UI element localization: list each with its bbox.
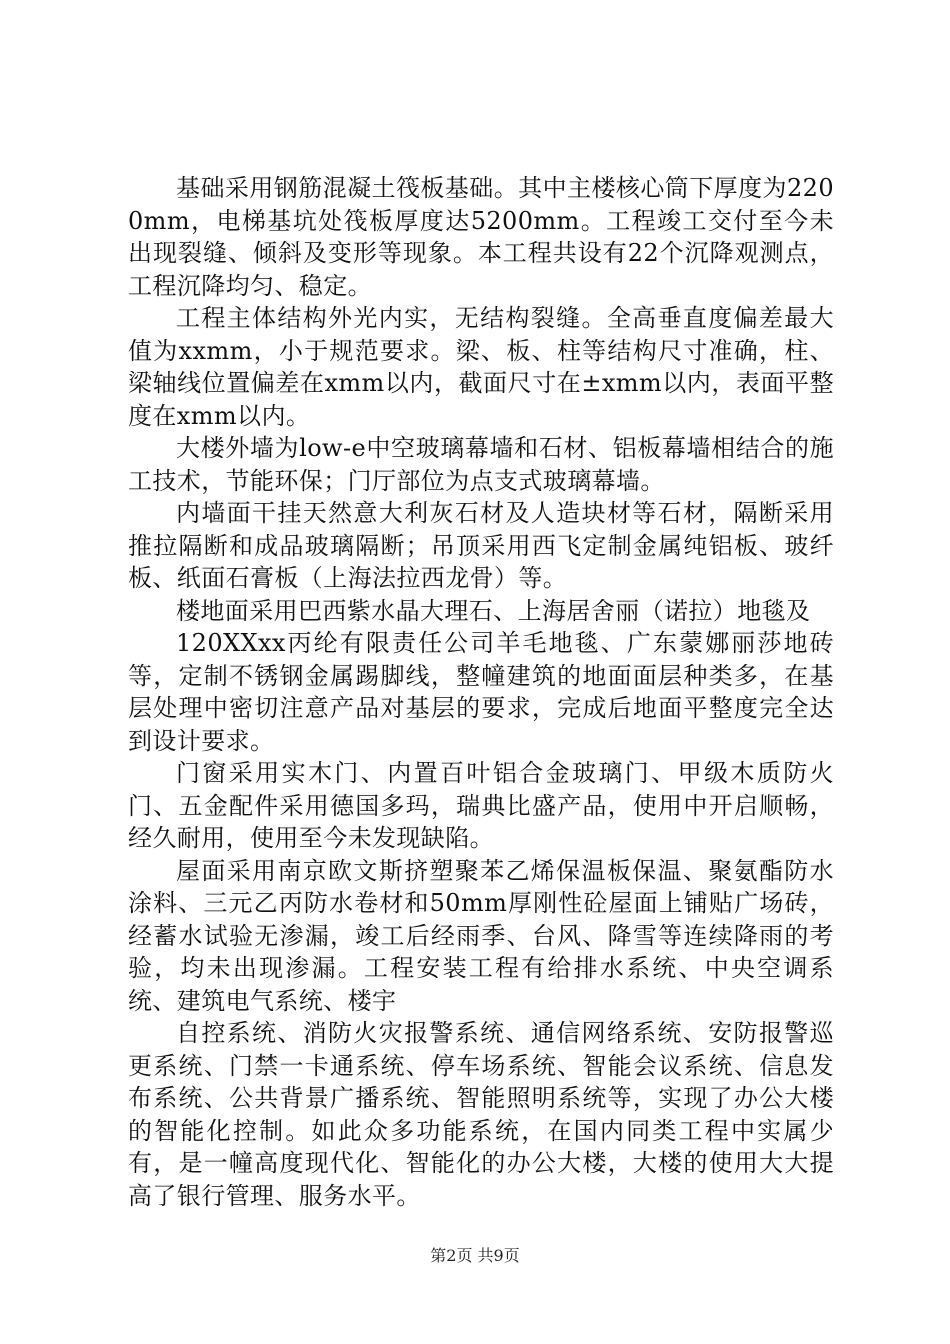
paragraph-roof: 屋面采用南京欧文斯挤塑聚苯乙烯保温板保温、聚氨酯防水涂料、三元乙丙防水卷材和50mm厚刚性砼屋面上铺贴广场砖，经蓄水试验无渗漏，竣工后经雨季、台风、降雪等连续降雨的考验，均未出现渗漏。工程安装工程有给排水系统、中央空调系统、建筑电气系统、楼宇 — [128, 856, 834, 1015]
paragraph-main-structure: 工程主体结构外光内实，无结构裂缝。全高垂直度偏差最大值为xxmm，小于规范要求。梁、板、柱等结构尺寸准确，柱、梁轴线位置偏差在xmm以内，截面尺寸在±xmm以内，表面平整度在xmm以内。 — [128, 304, 834, 430]
paragraph-foundation: 基础采用钢筋混凝土筏板基础。其中主楼核心筒下厚度为2200mm，电梯基坑处筏板厚度达5200mm。工程竣工交付至今未出现裂缝、倾斜及变形等现象。本工程共设有22个沉降观测点，工程沉降均匀、稳定。 — [128, 174, 834, 300]
paragraph-floor-continued: 120XXxx丙纶有限责任公司羊毛地毯、广东蒙娜丽莎地砖等，定制不锈钢金属踢脚线，整幢建筑的地面面层种类多，在基层处理中密切注意产品对基层的要求，完成后地面平整度完全达到设计要求。 — [128, 629, 834, 755]
paragraph-interior-wall: 内墙面干挂天然意大利灰石材及人造块材等石材，隔断采用推拉隔断和成品玻璃隔断；吊顶采用西飞定制金属纯铝板、玻纤板、纸面石膏板（上海法拉西龙骨）等。 — [128, 499, 834, 592]
paragraph-systems: 自控系统、消防火灾报警系统、通信网络系统、安防报警巡更系统、门禁一卡通系统、停车场系统、智能会议系统、信息发布系统、公共背景广播系统、智能照明系统等，实现了办公大楼的智能化控制。如此众多功能系统，在国内同类工程中实属少有，是一幢高度现代化、智能化的办公大楼，大楼的使用大大提高了银行管理、服务水平。 — [128, 1019, 834, 1210]
paragraph-floor: 楼地面采用巴西紫水晶大理石、上海居舍丽（诺拉）地毯及 — [176, 596, 811, 625]
page-number-footer: 第2页 共9页 — [430, 1246, 520, 1265]
document-body — [128, 172, 834, 1212]
paragraph-exterior-wall: 大楼外墙为low-e中空玻璃幕墙和石材、铝板幕墙相结合的施工技术，节能环保；门厅部位为点支式玻璃幕墙。 — [128, 434, 834, 495]
paragraph-doors-windows: 门窗采用实木门、内置百叶铝合金玻璃门、甲级木质防火门、五金配件采用德国多玛，瑞典比盛产品，使用中开启顺畅，经久耐用，使用至今未发现缺陷。 — [128, 759, 834, 852]
